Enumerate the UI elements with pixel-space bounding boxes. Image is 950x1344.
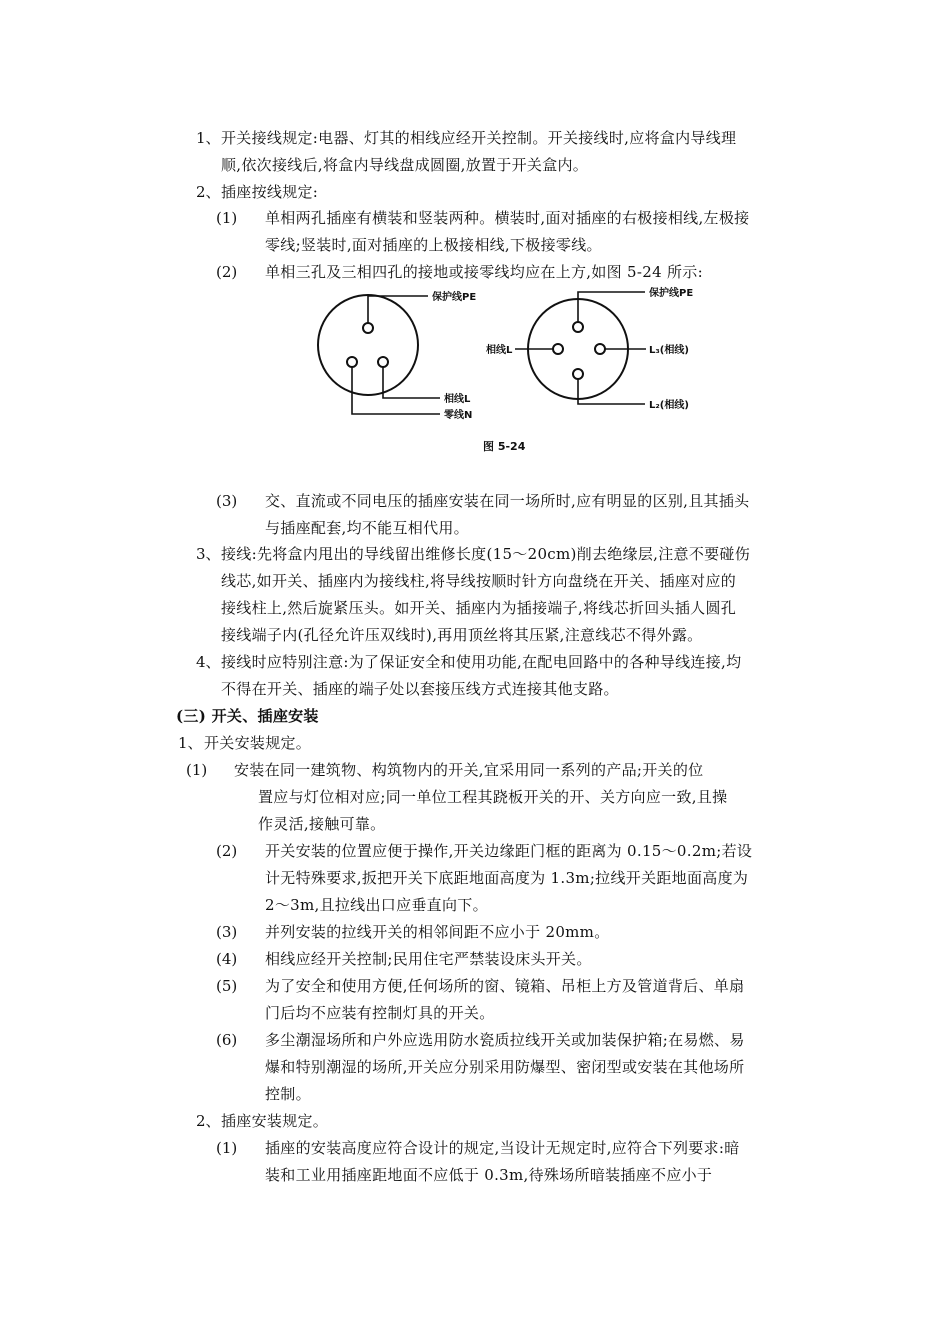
l2-label: L₂(相线) (649, 400, 689, 411)
pe-wire (368, 296, 428, 323)
item-2-number: 2、 (196, 183, 221, 201)
section-3-1-1-number: (1) (186, 761, 208, 779)
section-3-1-5-text: 门后均不应装有控制灯具的开关。 (265, 1004, 495, 1022)
section-3-item-1-text: 开关安装规定。 (204, 734, 312, 752)
neutral-wire (352, 367, 440, 414)
item-2-3-text: 与插座配套,均不能互相代用。 (265, 519, 469, 537)
item-4-number: 4、 (196, 653, 221, 671)
neutral-hole (347, 357, 357, 367)
section-3-1-2-number: (2) (216, 842, 238, 860)
figure-caption: 图 5-24 (483, 440, 526, 453)
phase-wire (383, 367, 440, 398)
phase-l-hole (553, 344, 563, 354)
item-2-2-number: (2) (216, 263, 238, 281)
section-3-1-6-text: 多尘潮湿场所和户外应选用防水瓷质拉线开关或加装保护箱;在易燃、易 (265, 1031, 745, 1049)
section-3-1-2-text: 2～3m,且拉线出口应垂直向下。 (265, 896, 488, 914)
section-3-1-5-number: (5) (216, 977, 238, 995)
section-3-item-2-number: 2、 (196, 1112, 221, 1130)
section-3-1-6-text: 爆和特别潮湿的场所,开关应分别采用防爆型、密闭型或安装在其他场所 (265, 1058, 745, 1076)
section-3-2-1-number: (1) (216, 1139, 238, 1157)
item-2-2-text: 单相三孔及三相四孔的接地或接零线均应在上方,如图 5-24 所示: (265, 263, 703, 281)
section-3-item-1-number: 1、 (178, 734, 203, 752)
item-2-1-number: (1) (216, 209, 238, 227)
item-4-text: 不得在开关、插座的端子处以套接压线方式连接其他支路。 (221, 680, 619, 698)
l3-label: L₃(相线) (649, 345, 689, 356)
section-3-1-1-text: 作灵活,接触可靠。 (258, 815, 386, 833)
pe-wire (578, 292, 645, 322)
neutral-label: 零线N (444, 410, 473, 421)
three-hole-socket-diagram (318, 290, 476, 421)
phase-l-label: 相线L (486, 345, 513, 356)
pe-hole (573, 322, 583, 332)
l2-hole (573, 369, 583, 379)
pe-label: 保护线PE (649, 288, 694, 299)
item-2-1-text: 单相两孔插座有横装和竖装两种。横装时,面对插座的右极接相线,左极接 (265, 209, 750, 227)
item-1-text: 开关接线规定:电器、灯其的相线应经开关控制。开关接线时,应将盒内导线理 (221, 129, 737, 147)
item-3-text: 接线柱上,然后旋紧压头。如开关、插座内为插接端子,将线芯折回头插人圆孔 (221, 599, 737, 617)
l2-wire (578, 379, 645, 404)
four-hole-socket-diagram (486, 286, 693, 411)
phase-hole (378, 357, 388, 367)
socket-wiring-figure (300, 282, 720, 462)
section-3-1-4-text: 相线应经开关控制;民用住宅严禁装设床头开关。 (265, 950, 592, 968)
section-3-2-1-text: 装和工业用插座距地面不应低于 0.3m,待殊场所暗装插座不应小于 (265, 1166, 713, 1184)
item-1-number: 1、 (196, 129, 221, 147)
section-3-1-2-text: 开关安装的位置应便于操作,开关边缘距门框的距离为 0.15～0.2m;若设 (265, 842, 753, 860)
item-3-text: 接线端子内(孔径允许压双线时),再用顶丝将其压紧,注意线芯不得外露。 (221, 626, 703, 644)
item-2-3-text: 交、直流或不同电压的插座安装在同一场所时,应有明显的区别,且其插头 (265, 492, 750, 510)
pe-label: 保护线PE (432, 292, 477, 303)
section-3-1-1-text: 置应与灯位相对应;同一单位工程其跷板开关的开、关方向应一致,且操 (258, 788, 728, 806)
section-3-1-1-text: 安装在同一建筑物、构筑物内的开关,宜采用同一系列的产品;开关的位 (234, 761, 704, 779)
section-3-1-3-text: 并列安装的拉线开关的相邻间距不应小于 20mm。 (265, 923, 610, 941)
section-3-1-4-number: (4) (216, 950, 238, 968)
phase-label: 相线L (444, 394, 471, 405)
item-2-text: 插座按线规定: (221, 183, 319, 201)
section-3-1-6-number: (6) (216, 1031, 238, 1049)
section-3-heading: (三) 开关、插座安装 (176, 707, 319, 725)
section-3-1-3-number: (3) (216, 923, 238, 941)
section-3-1-6-text: 控制。 (265, 1085, 311, 1103)
item-2-1-text: 零线;竖装时,面对插座的上极接相线,下极接零线。 (265, 236, 602, 254)
item-4-text: 接线时应特别注意:为了保证安全和使用功能,在配电回路中的各种导线连接,均 (221, 653, 742, 671)
section-3-1-5-text: 为了安全和使用方便,任何场所的窗、镜箱、吊柜上方及管道背后、单扇 (265, 977, 745, 995)
section-3-item-2-text: 插座安装规定。 (221, 1112, 329, 1130)
item-3-text: 线芯,如开关、插座内为接线柱,将导线按顺时针方向盘绕在开关、插座对应的 (221, 572, 737, 590)
item-1-text: 顺,依次接线后,将盒内导线盘成圆圈,放置于开关盒内。 (221, 156, 589, 174)
section-3-1-2-text: 计无特殊要求,扳把开关下底距地面高度为 1.3m;拉线开关距地面高度为 (265, 869, 749, 887)
l3-hole (595, 344, 605, 354)
item-2-3-number: (3) (216, 492, 238, 510)
pe-hole (363, 323, 373, 333)
section-3-2-1-text: 插座的安装高度应符合设计的规定,当设计无规定时,应符合下列要求:暗 (265, 1139, 740, 1157)
item-3-number: 3、 (196, 545, 221, 563)
item-3-text: 接线:先将盒内甩出的导线留出维修长度(15～20cm)削去绝缘层,注意不要碰伤 (221, 545, 751, 563)
